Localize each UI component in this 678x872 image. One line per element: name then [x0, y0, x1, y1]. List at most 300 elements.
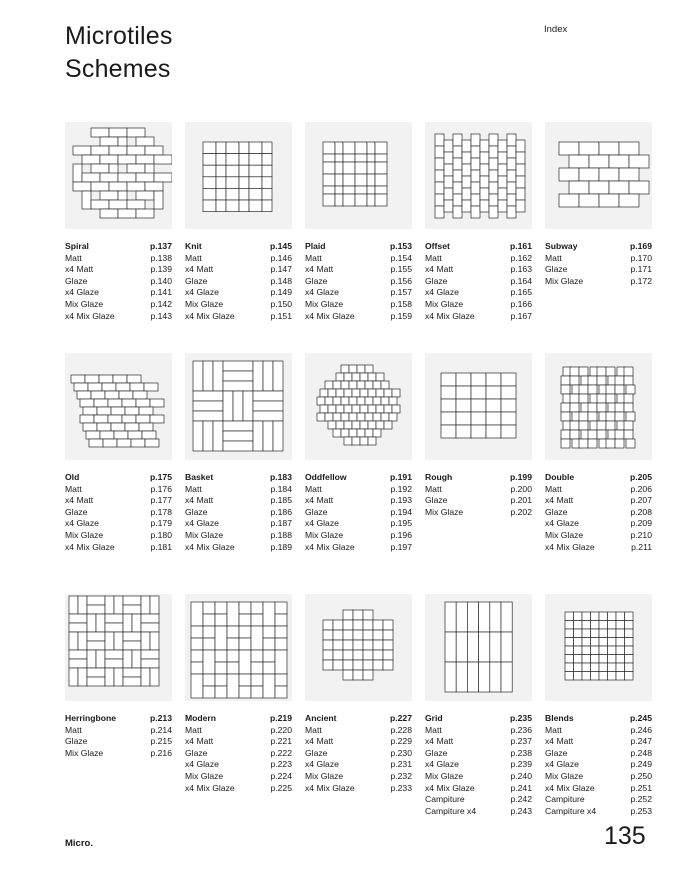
tile	[73, 182, 91, 191]
tile	[325, 413, 333, 421]
index-entry[interactable]	[185, 518, 292, 530]
index-entry[interactable]	[65, 495, 172, 507]
tile	[591, 672, 600, 681]
index-entry[interactable]	[65, 311, 172, 323]
index-entry[interactable]	[185, 299, 292, 311]
index-entry[interactable]	[545, 507, 652, 519]
index-entry[interactable]	[185, 507, 292, 519]
entry-label: Matt	[305, 483, 322, 494]
tile	[253, 361, 263, 391]
tile	[570, 430, 579, 439]
tile	[262, 154, 272, 166]
index-entry[interactable]	[305, 276, 412, 288]
tile	[589, 181, 609, 194]
scheme-heading[interactable]	[65, 713, 172, 725]
index-entry[interactable]	[305, 507, 412, 519]
tile	[263, 361, 273, 391]
tile	[389, 413, 397, 421]
entry-page: p.248	[630, 747, 652, 758]
tile-pattern-herringbone	[65, 594, 172, 701]
tile	[150, 415, 164, 423]
tile	[574, 655, 583, 664]
entry-page: p.163	[510, 264, 532, 275]
tile	[249, 142, 262, 154]
tile	[626, 439, 635, 448]
index-entry[interactable]	[545, 518, 652, 530]
scheme-name: Herringbone	[65, 713, 117, 723]
tile	[456, 602, 467, 632]
scheme-card-herringbone[interactable]	[65, 594, 172, 759]
scheme-entries	[305, 472, 412, 553]
tile	[253, 391, 283, 401]
tile	[616, 621, 625, 630]
index-entry[interactable]	[545, 771, 652, 783]
index-entry[interactable]	[185, 542, 292, 554]
scheme-name: Rough	[425, 472, 453, 482]
tile	[123, 668, 141, 677]
entry-label: Glaze	[185, 506, 208, 517]
index-entry[interactable]	[185, 276, 292, 288]
entry-page: p.165	[510, 287, 532, 298]
tile	[343, 186, 355, 194]
tile	[435, 170, 444, 182]
scheme-pattern-image[interactable]	[185, 353, 292, 460]
tile	[239, 177, 249, 189]
entry-label: Glaze	[65, 506, 88, 517]
scheme-page: p.161	[510, 241, 532, 251]
index-entry[interactable]	[185, 287, 292, 299]
index-entry[interactable]	[425, 276, 532, 288]
scheme-pattern-image[interactable]	[305, 122, 412, 229]
index-entry[interactable]	[65, 264, 172, 276]
entry-page: p.180	[150, 529, 172, 540]
entry-page: p.224	[270, 770, 292, 781]
index-entry[interactable]	[65, 507, 172, 519]
index-entry[interactable]	[65, 736, 172, 748]
tile	[144, 383, 158, 391]
tile	[251, 650, 263, 662]
entry-page: p.181	[150, 541, 172, 552]
index-entry[interactable]	[425, 736, 532, 748]
tile	[489, 134, 498, 146]
tile	[599, 612, 608, 621]
tile	[588, 430, 597, 439]
scheme-pattern-image[interactable]	[545, 122, 652, 229]
index-entry[interactable]	[425, 725, 532, 737]
index-entry[interactable]	[305, 771, 412, 783]
tile	[606, 394, 615, 403]
tile	[123, 641, 141, 650]
scheme-pattern-image[interactable]	[305, 594, 412, 701]
tile	[203, 626, 215, 638]
index-entry[interactable]	[185, 736, 292, 748]
tile	[597, 403, 606, 412]
scheme-heading[interactable]	[425, 241, 532, 253]
index-entry[interactable]	[185, 759, 292, 771]
tile	[87, 677, 105, 686]
index-entry[interactable]	[65, 253, 172, 265]
scheme-entries	[545, 472, 652, 553]
scheme-heading[interactable]	[185, 472, 292, 484]
tile	[471, 206, 480, 218]
scheme-page: p.169	[630, 241, 652, 251]
index-entry[interactable]	[545, 530, 652, 542]
scheme-card-ancient[interactable]	[305, 594, 412, 794]
tile	[91, 391, 105, 399]
scheme-pattern-image[interactable]	[65, 122, 172, 229]
tile	[215, 602, 227, 614]
index-entry[interactable]	[65, 299, 172, 311]
entry-label: x4 Matt	[305, 736, 334, 747]
scheme-heading[interactable]	[305, 713, 412, 725]
tile	[626, 412, 635, 421]
tile	[599, 672, 608, 681]
scheme-pattern-image[interactable]	[425, 353, 532, 460]
index-entry[interactable]	[65, 542, 172, 554]
scheme-heading[interactable]	[65, 241, 172, 253]
entry-page: p.249	[630, 759, 652, 770]
entry-page: p.157	[390, 287, 412, 298]
index-entry[interactable]	[305, 748, 412, 760]
tile	[223, 381, 253, 391]
tile	[78, 632, 87, 650]
entry-label: x4 Matt	[185, 736, 214, 747]
scheme-card-rough[interactable]	[425, 353, 532, 518]
tile	[453, 194, 462, 206]
entry-label: Matt	[425, 252, 442, 263]
scheme-pattern-image[interactable]	[65, 353, 172, 460]
entry-page: p.239	[510, 759, 532, 770]
tile	[71, 375, 85, 383]
index-entry[interactable]	[425, 299, 532, 311]
index-entry[interactable]	[545, 748, 652, 760]
tile	[375, 174, 387, 186]
tile	[227, 602, 239, 626]
tile	[145, 182, 163, 191]
tile	[591, 621, 600, 630]
index-entry[interactable]	[305, 542, 412, 554]
tile-pattern-basket	[185, 353, 292, 460]
tile-pattern-rough	[425, 353, 532, 460]
entry-label: Mix Glaze	[185, 770, 224, 781]
index-entry[interactable]	[185, 771, 292, 783]
index-entry[interactable]	[65, 287, 172, 299]
tile	[498, 164, 507, 176]
scheme-pattern-image[interactable]	[305, 353, 412, 460]
entry-label: Matt	[545, 724, 562, 735]
tile	[109, 182, 127, 191]
entry-page: p.210	[630, 529, 652, 540]
tile	[333, 381, 341, 389]
entry-page: p.216	[150, 747, 172, 758]
scheme-pattern-image[interactable]	[545, 353, 652, 460]
tile	[352, 389, 360, 397]
index-entry[interactable]	[305, 311, 412, 323]
tile	[216, 200, 226, 212]
entry-label: Matt	[305, 252, 322, 263]
tile	[574, 612, 583, 621]
tile	[624, 376, 633, 385]
tile	[275, 602, 287, 614]
index-entry[interactable]	[545, 736, 652, 748]
tile	[105, 650, 123, 659]
tile	[133, 391, 147, 399]
tile	[251, 614, 263, 626]
tile	[368, 373, 376, 381]
index-entry[interactable]	[65, 725, 172, 737]
index-entry[interactable]	[305, 299, 412, 311]
tile	[341, 429, 349, 437]
tile	[453, 170, 462, 182]
tile	[480, 188, 489, 200]
entry-page: p.167	[510, 310, 532, 321]
index-entry[interactable]	[185, 264, 292, 276]
index-label[interactable]: Index	[544, 24, 568, 35]
tile	[239, 650, 251, 674]
index-entry[interactable]	[425, 794, 532, 806]
index-entry[interactable]	[65, 518, 172, 530]
index-entry[interactable]	[65, 484, 172, 496]
scheme-heading[interactable]	[305, 472, 412, 484]
tile	[444, 188, 453, 200]
index-entry[interactable]	[305, 253, 412, 265]
tile	[489, 206, 498, 218]
tile	[363, 660, 373, 670]
index-entry[interactable]	[185, 725, 292, 737]
tile	[349, 381, 357, 389]
index-entry[interactable]	[545, 794, 652, 806]
index-entry[interactable]	[185, 748, 292, 760]
tile	[253, 411, 283, 421]
tile	[353, 630, 363, 640]
tile	[559, 194, 579, 207]
tile	[507, 194, 516, 206]
tile	[375, 194, 387, 206]
index-entry[interactable]	[545, 253, 652, 265]
tile	[213, 421, 223, 451]
tile	[462, 164, 471, 176]
scheme-pattern-image[interactable]	[425, 122, 532, 229]
index-entry[interactable]	[185, 783, 292, 795]
scheme-card-subway[interactable]	[545, 122, 652, 287]
scheme-name: Double	[545, 472, 575, 482]
entry-page: p.233	[390, 782, 412, 793]
tile	[588, 376, 597, 385]
scheme-card-modern[interactable]	[185, 594, 292, 794]
scheme-card-blends[interactable]	[545, 594, 652, 817]
index-entry[interactable]	[545, 542, 652, 554]
scheme-heading[interactable]	[305, 241, 412, 253]
tile	[344, 437, 352, 445]
scheme-card-spiral[interactable]	[65, 122, 172, 322]
scheme-card-knit[interactable]	[185, 122, 292, 322]
tile	[363, 640, 373, 650]
index-entry[interactable]	[545, 759, 652, 771]
index-entry[interactable]	[65, 748, 172, 760]
index-entry[interactable]	[425, 495, 532, 507]
tile	[619, 142, 639, 155]
scheme-heading[interactable]	[545, 472, 652, 484]
index-entry[interactable]	[305, 287, 412, 299]
index-entry[interactable]	[185, 311, 292, 323]
tile	[335, 154, 343, 162]
scheme-name: Modern	[185, 713, 217, 723]
index-entry[interactable]	[65, 530, 172, 542]
tile	[85, 375, 99, 383]
scheme-card-offset[interactable]	[425, 122, 532, 322]
scheme-pattern-image[interactable]	[425, 594, 532, 701]
tile	[383, 630, 393, 640]
index-entry[interactable]	[545, 806, 652, 818]
tile	[249, 165, 262, 177]
tile	[141, 650, 159, 659]
entry-page: p.214	[150, 724, 172, 735]
entry-page: p.139	[150, 264, 172, 275]
tile	[203, 142, 216, 154]
tile	[365, 381, 373, 389]
tile	[625, 629, 634, 638]
tile	[471, 182, 480, 194]
tile	[365, 429, 373, 437]
index-entry[interactable]	[545, 783, 652, 795]
tile	[127, 182, 145, 191]
tile	[99, 375, 113, 383]
tile	[479, 662, 490, 692]
entry-label: Mix Glaze	[545, 770, 584, 781]
index-entry[interactable]	[545, 276, 652, 288]
tile	[486, 386, 501, 399]
tile	[363, 620, 373, 630]
scheme-heading[interactable]	[185, 713, 292, 725]
entry-page: p.184	[270, 483, 292, 494]
tile	[193, 361, 203, 391]
index-entry[interactable]	[425, 748, 532, 760]
entry-label: x4 Matt	[65, 495, 94, 506]
tile	[239, 638, 251, 650]
tile	[561, 430, 570, 439]
entry-label: Glaze	[305, 275, 328, 286]
index-entry[interactable]	[305, 484, 412, 496]
tile	[203, 421, 213, 451]
tile	[117, 439, 131, 447]
tile	[435, 134, 444, 146]
index-entry[interactable]	[185, 253, 292, 265]
tile	[444, 200, 453, 212]
entry-label: Mix Glaze	[545, 275, 584, 286]
index-entry[interactable]	[425, 783, 532, 795]
scheme-card-plaid[interactable]	[305, 122, 412, 322]
index-entry[interactable]	[425, 264, 532, 276]
scheme-heading[interactable]	[65, 472, 172, 484]
index-entry[interactable]	[185, 495, 292, 507]
entry-label: x4 Glaze	[305, 759, 339, 770]
tile	[456, 399, 471, 412]
tile	[615, 385, 624, 394]
scheme-card-double[interactable]	[545, 353, 652, 553]
tile	[561, 403, 570, 412]
scheme-heading[interactable]	[545, 713, 652, 725]
tile	[501, 399, 516, 412]
scheme-heading[interactable]	[425, 713, 532, 725]
index-entry[interactable]	[545, 725, 652, 737]
entry-label: x4 Glaze	[65, 287, 99, 298]
index-entry[interactable]	[425, 484, 532, 496]
index-entry[interactable]	[305, 736, 412, 748]
index-entry[interactable]	[185, 530, 292, 542]
tile	[262, 200, 272, 212]
index-entry[interactable]	[425, 253, 532, 265]
entry-page: p.164	[510, 275, 532, 286]
scheme-card-grid[interactable]	[425, 594, 532, 817]
entry-page: p.172	[630, 275, 652, 286]
scheme-pattern-image[interactable]	[545, 594, 652, 701]
entry-page: p.178	[150, 506, 172, 517]
index-entry[interactable]	[305, 264, 412, 276]
index-entry[interactable]	[305, 518, 412, 530]
entry-label: Mix Glaze	[65, 298, 104, 309]
tile	[141, 596, 150, 614]
tile	[599, 638, 608, 647]
tile	[516, 176, 525, 188]
entry-label: Campiture x4	[425, 805, 477, 816]
entry-label: Matt	[305, 724, 322, 735]
tile	[203, 638, 215, 650]
scheme-heading[interactable]	[425, 472, 532, 484]
tile	[343, 162, 355, 174]
scheme-pattern-image[interactable]	[65, 594, 172, 701]
tile	[471, 386, 486, 399]
tile	[325, 397, 333, 405]
index-entry[interactable]	[305, 725, 412, 737]
tile	[123, 596, 141, 605]
index-entry[interactable]	[185, 484, 292, 496]
tile	[368, 389, 376, 397]
index-entry[interactable]	[305, 495, 412, 507]
tile	[471, 170, 480, 182]
index-entry[interactable]	[425, 287, 532, 299]
index-entry[interactable]	[305, 783, 412, 795]
index-entry[interactable]	[425, 759, 532, 771]
scheme-heading[interactable]	[185, 241, 292, 253]
index-entry[interactable]	[425, 771, 532, 783]
index-entry[interactable]	[545, 484, 652, 496]
tile	[570, 421, 579, 430]
scheme-card-oddfellow[interactable]	[305, 353, 412, 553]
tile	[114, 632, 123, 650]
tile	[323, 174, 335, 186]
scheme-card-old[interactable]	[65, 353, 172, 553]
scheme-pattern-image[interactable]	[185, 122, 292, 229]
scheme-name: Spiral	[65, 241, 89, 251]
scheme-card-basket[interactable]	[185, 353, 292, 553]
scheme-pattern-image[interactable]	[185, 594, 292, 701]
index-entry[interactable]	[545, 264, 652, 276]
index-entry[interactable]	[305, 530, 412, 542]
index-entry[interactable]	[425, 507, 532, 519]
index-entry[interactable]	[305, 759, 412, 771]
tile	[559, 142, 579, 155]
index-entry[interactable]	[65, 276, 172, 288]
index-entry[interactable]	[545, 495, 652, 507]
index-entry[interactable]	[425, 806, 532, 818]
tile	[203, 188, 216, 200]
tile	[498, 140, 507, 152]
index-entry[interactable]	[425, 311, 532, 323]
entry-label: Mix Glaze	[305, 298, 344, 309]
scheme-heading[interactable]	[545, 241, 652, 253]
entry-label: Mix Glaze	[185, 529, 224, 540]
entry-page: p.242	[510, 794, 532, 805]
